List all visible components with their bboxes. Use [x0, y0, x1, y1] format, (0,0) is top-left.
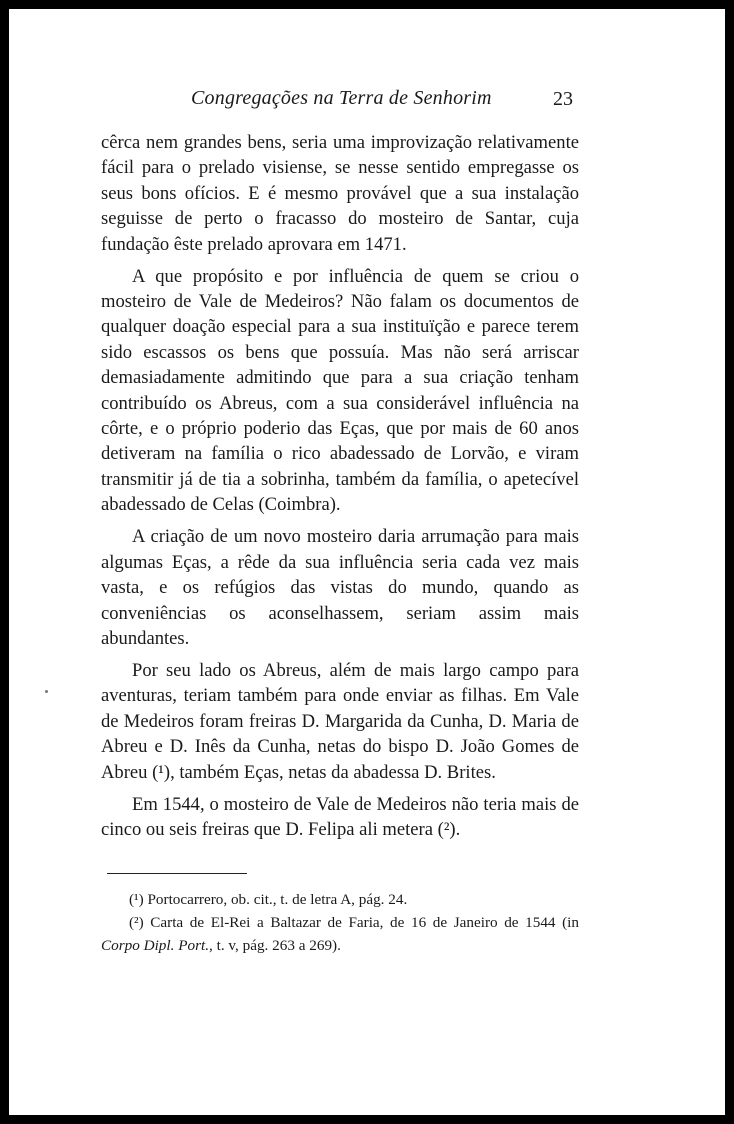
- book-page: [9, 9, 725, 1115]
- print-speck: [45, 690, 48, 693]
- paragraph: A criação de um novo mosteiro daria arrumação para mais algumas Eças, a rêde da sua influência seria cada vez mais vasta, e os refúgios das vistas do mundo, quando as conveniências os aconselhassem, seriam assim mais abundantes.: [101, 526, 579, 649]
- page-number: 23: [553, 88, 573, 110]
- paragraph-continuation: cêrca nem grandes bens, seria uma improvização relativamente fácil para o prelado visiense, se nesse sentido empregasse os seus bons ofícios. E é mesmo provável que a sua instalação seguisse de perto o fracasso do mosteiro de Santar, cuja fundação êste prelado aprovara em 1471.: [101, 132, 579, 255]
- paragraph: A que propósito e por influência de quem se criou o mosteiro de Vale de Medeiros? Não falam os documentos de qualquer doação especial para a sua instituïção e parece terem sido escassos os bens que possuía. Mas não será arriscar demasiadamente admitindo que para a sua criação tenham contribuído os Abreus, com a sua considerável influência na côrte, e o próprio poderio das Eças, que por mais de 60 anos detiveram na família o rico abadessado de Lorvão, e viram transmitir já de tia a sobrinha, também da família, o apetecível abadessado de Celas (Coimbra).: [101, 265, 579, 516]
- running-title: Congregações na Terra de Senhorim: [191, 87, 492, 109]
- footnote-rule: [107, 873, 247, 874]
- footnotes: [101, 888, 579, 957]
- paragraph: Por seu lado os Abreus, além de mais largo campo para aventuras, teriam também para onde enviar as filhas. Em Vale de Medeiros foram freiras D. Margarida da Cunha, D. Maria de Abreu e D. Inês da Cunha, netas do bispo D. João Gomes de Abreu (¹), também Eças, netas da abadessa D. Brites.: [101, 659, 579, 783]
- footnote-2: [101, 911, 579, 957]
- footnote-2-prefix: (²) Carta de El-Rei a Baltazar de Faria, de 16 de Janeiro de 1544 (in: [129, 914, 579, 931]
- footnote-1: (¹) Portocarrero, ob. cit., t. de letra A, pág. 24.: [129, 891, 408, 908]
- footnote-2-title: Corpo Dipl. Port.,: [101, 937, 213, 954]
- paragraph: Em 1544, o mosteiro de Vale de Medeiros não teria mais de cinco ou seis freiras que D. Felipa ali metera (²).: [101, 793, 579, 840]
- body-text: [101, 130, 579, 842]
- page-header: [9, 87, 725, 117]
- footnote-2-suffix: t. v, pág. 263 a 269).: [212, 937, 341, 954]
